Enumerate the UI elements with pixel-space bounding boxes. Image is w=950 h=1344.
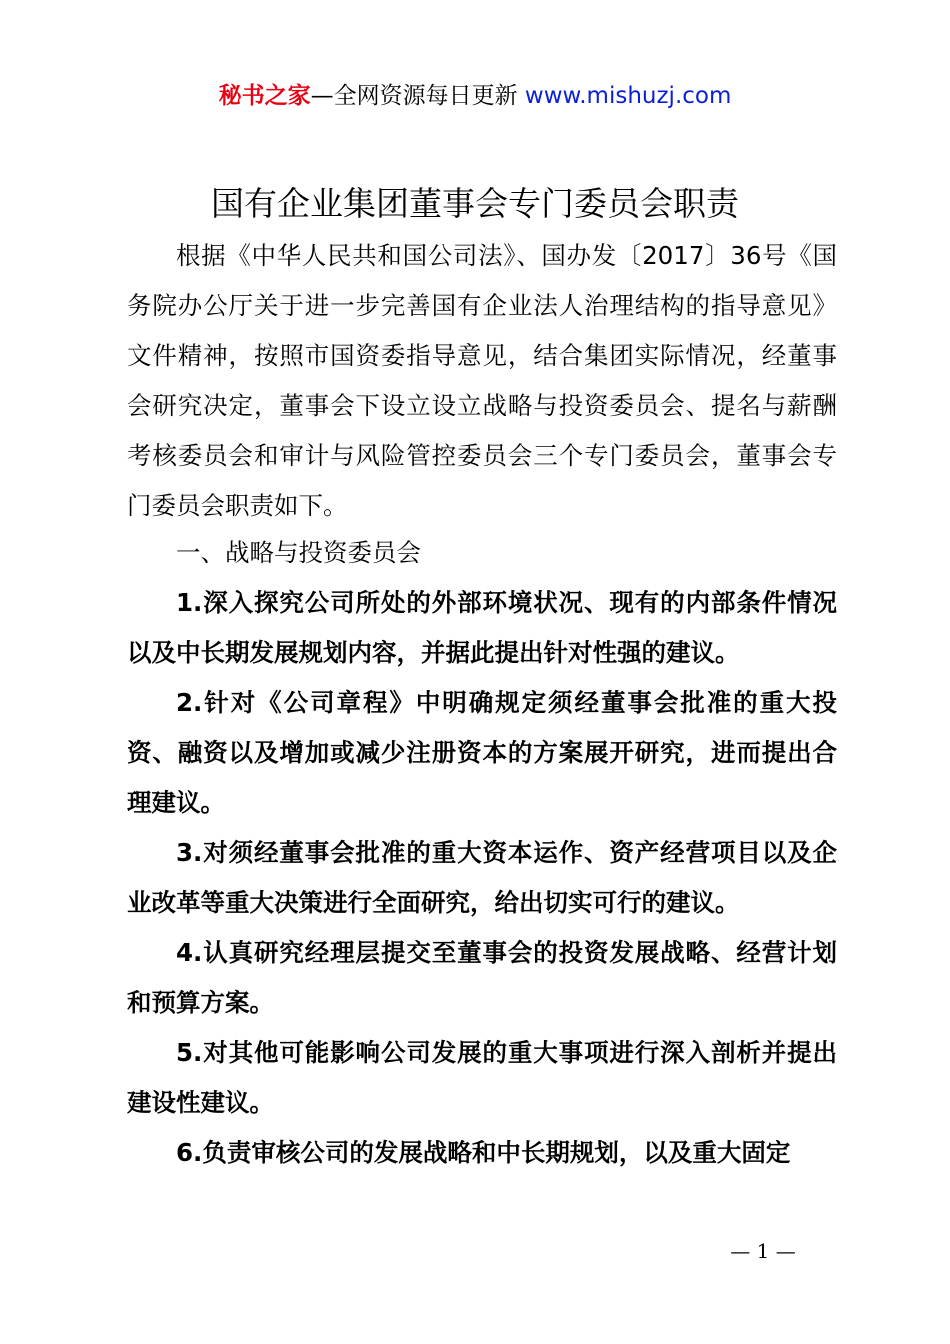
duty-item-1: 1.深入探究公司所处的外部环境状况、现有的内部条件情况以及中长期发展规划内容，并据此提出针对性强的建议。 [127,588,837,667]
intro-block [127,231,837,531]
duty-list [127,578,837,1178]
duty-item-4: 4.认真研究经理层提交至董事会的投资发展战略、经营计划和预算方案。 [127,938,837,1017]
section-heading-block [127,528,837,578]
duty-item-2: 2.针对《公司章程》中明确规定须经董事会批准的重大投资、融资以及增加或减少注册资本的方案展开研究，进而提出合理建议。 [127,688,837,817]
duty-item-6: 6.负责审核公司的发展战略和中长期规划，以及重大固定 [176,1138,791,1167]
intro-paragraph: 根据《中华人民共和国公司法》、国办发〔2017〕36号《国务院办公厅关于进一步完善国有企业法人治理结构的指导意见》文件精神，按照市国资委指导意见，结合集团实际情况，经董事会研究决定，董事会下设立设立战略与投资委员会、提名与薪酬考核委员会和审计与风险管控委员会三个专门委员会，董事会专门委员会职责如下。 [127,241,837,520]
duty-item-3: 3.对须经董事会批准的重大资本运作、资产经营项目以及企业改革等重大决策进行全面研究，给出切实可行的建议。 [127,838,837,917]
site-header [0,80,950,112]
site-url-link[interactable]: www.mishuzj.com [524,83,732,109]
duty-item-5: 5.对其他可能影响公司发展的重大事项进行深入剖析并提出建设性建议。 [127,1038,837,1117]
page-number: — 1 — [730,1239,796,1263]
section-heading: 一、战略与投资委员会 [176,538,421,567]
site-brand: 秘书之家 [218,83,311,109]
document-title: 国有企业集团董事会专门委员会职责 [211,184,739,223]
site-tagline: —全网资源每日更新 [310,83,518,109]
